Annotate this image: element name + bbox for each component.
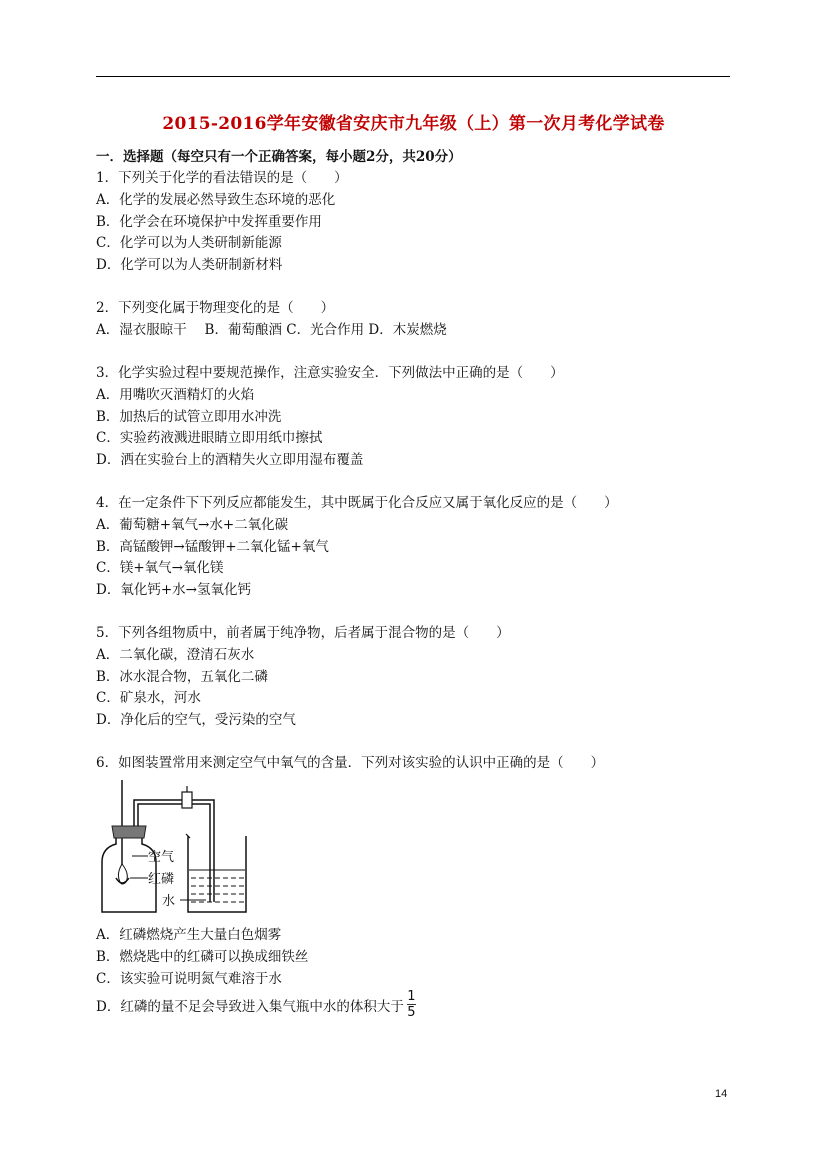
q6-option-b: B．燃烧匙中的红磷可以换成细铁丝 (96, 949, 309, 965)
oxygen-measurement-apparatus-figure (96, 778, 271, 918)
q6-option-d-text: D．红磷的量不足会导致进入集气瓶中水的体积大于 (96, 998, 404, 1015)
question-1-stem: 1．下列关于化学的看法错误的是（ ） (96, 170, 348, 186)
question-5-stem: 5．下列各组物质中，前者属于纯净物，后者属于混合物的是（ ） (96, 625, 510, 641)
label-air: 空气 (148, 850, 175, 865)
q1-option-a: A．化学的发展必然导致生态环境的恶化 (96, 192, 336, 208)
q3-option-c: C．实验药液溅进眼睛立即用纸巾擦拭 (96, 430, 323, 446)
page-number: 14 (715, 1088, 728, 1100)
q5-option-c: C．矿泉水，河水 (96, 690, 201, 706)
fraction-numerator: 1 (407, 989, 416, 1004)
q3-option-d: D．洒在实验台上的酒精失火立即用湿布覆盖 (96, 452, 364, 468)
q3-option-b: B．加热后的试管立即用水冲洗 (96, 409, 282, 425)
q4-option-a: A．葡萄糖+氧气→水+二氧化碳 (96, 517, 289, 533)
q4-option-c: C．镁+氧气→氧化镁 (96, 560, 224, 576)
q1-option-b: B．化学会在环境保护中发挥重要作用 (96, 214, 322, 230)
fraction-one-fifth (407, 990, 416, 1019)
fraction-denominator: 5 (407, 1005, 416, 1020)
q6-option-a: A．红磷燃烧产生大量白色烟雾 (96, 927, 282, 943)
question-6-stem: 6．如图装置常用来测定空气中氧气的含量．下列对该实验的认识中正确的是（ ） (96, 755, 605, 771)
q3-option-a: A．用嘴吹灭酒精灯的火焰 (96, 387, 255, 403)
q1-option-d: D．化学可以为人类研制新材料 (96, 257, 283, 273)
q2-options: A．湿衣服晾干 B．葡萄酿酒 C．光合作用 D．木炭燃烧 (96, 322, 447, 338)
q6-option-d (96, 990, 416, 1019)
section-heading: 一．选择题（每空只有一个正确答案，每小题2分，共20分） (96, 149, 462, 165)
q4-option-b: B．高锰酸钾→锰酸钾+二氧化锰+氧气 (96, 539, 329, 555)
page-title: 2015-2016学年安徽省安庆市九年级（上）第一次月考化学试卷 (162, 114, 665, 134)
q5-option-a: A．二氧化碳，澄清石灰水 (96, 647, 255, 663)
q6-option-c: C．该实验可说明氮气难溶于水 (96, 971, 282, 987)
q5-option-d: D．净化后的空气，受污染的空气 (96, 712, 296, 728)
q1-option-c: C．化学可以为人类研制新能源 (96, 235, 282, 251)
question-4-stem: 4．在一定条件下下列反应都能发生，其中既属于化合反应又属于氧化反应的是（ ） (96, 495, 618, 511)
label-water: 水 (162, 894, 176, 909)
header-rule (96, 76, 730, 77)
question-3-stem: 3．化学实验过程中要规范操作，注意实验安全．下列做法中正确的是（ ） (96, 365, 564, 381)
label-red-phosphorus: 红磷 (148, 872, 175, 887)
q5-option-b: B．冰水混合物，五氧化二磷 (96, 669, 268, 685)
q4-option-d: D．氧化钙+水→氢氧化钙 (96, 582, 251, 598)
question-2-stem: 2．下列变化属于物理变化的是（ ） (96, 300, 335, 316)
